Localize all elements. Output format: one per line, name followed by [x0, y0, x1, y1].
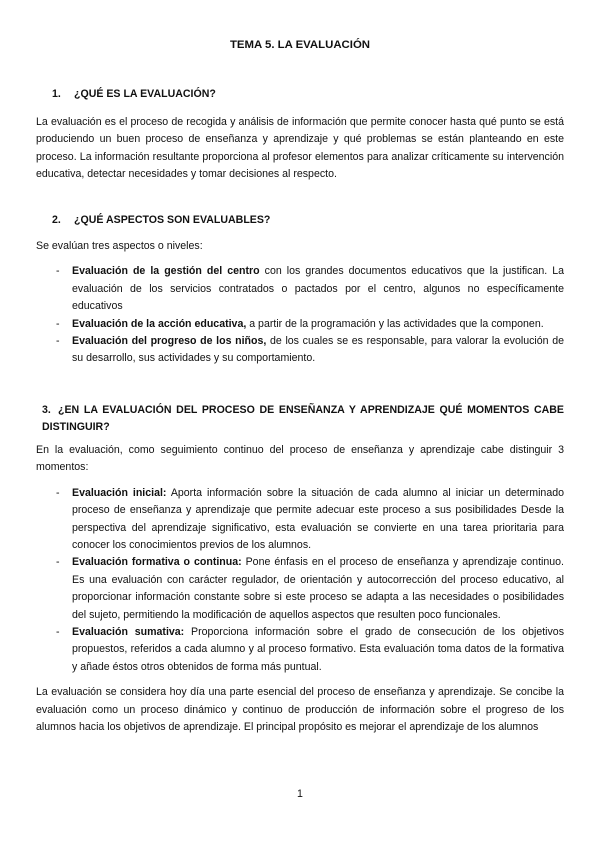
list-item-text: Proporciona información sobre el grado de consecución de los objetivos propuestos, referidos a cada alumno y al proceso formativo. Esta evaluación toma datos de la formativa y añade éstos otros obtenidos de forma más puntual. [72, 626, 564, 673]
section-1-body [36, 114, 564, 184]
list-item [36, 624, 564, 676]
bullet-dash: - [56, 486, 60, 499]
list-item-bold: Evaluación del progreso de los niños, [72, 335, 267, 348]
list-item-bold: Evaluación sumativa: [72, 626, 185, 639]
section-3-heading-text: ¿EN LA EVALUACIÓN DEL PROCESO DE ENSEÑANZA Y APRENDIZAJE QUÉ MOMENTOS CABE DISTINGUIR? [42, 404, 564, 434]
section-2-intro: Se evalúan tres aspectos o niveles: [36, 240, 203, 252]
section-1-heading [52, 86, 580, 103]
section-1 [36, 86, 580, 103]
section-3-heading [36, 402, 564, 437]
bullet-dash: - [56, 265, 60, 278]
section-3-list [36, 485, 564, 676]
list-item-text: de los cuales se es responsable, para valorar la evolución de su desarrollo, sus actividades y su comportamiento. [72, 335, 564, 365]
section-3 [36, 402, 564, 437]
list-item [36, 333, 564, 368]
list-item-text: Aporta información sobre la situación de cada alumno al iniciar un determinado proceso de enseñanza y aprendizaje que permite adecuar este proceso a sus posibilidades Desde la perspectiva del aprendizaje significativo, esta evaluación se convierte en una tarea prioritaria para conocer los conocimientos previos de los alumnos. [72, 486, 564, 552]
list-item [36, 316, 564, 333]
section-3-number: 3. [42, 404, 51, 416]
section-2-number: 2. [52, 214, 61, 226]
bullet-dash: - [56, 317, 60, 330]
section-3-closing: La evaluación se considera hoy día una parte esencial del proceso de enseñanza y aprendizaje. Se concibe la evaluación como un proceso dinámico y continuo de producción de información sobre el progreso de los alumnos hacia los objetivos de aprendizaje. El principal propósito es mejorar el aprendizaje de los alumnos [36, 686, 564, 734]
document-title: TEMA 5. LA EVALUACIÓN [229, 39, 371, 51]
bullet-dash: - [56, 335, 60, 348]
list-item [36, 554, 564, 624]
section-3-body [36, 442, 564, 737]
list-item-bold: Evaluación de la gestión del centro [72, 265, 260, 278]
section-2-heading-text: ¿QUÉ ASPECTOS SON EVALUABLES? [74, 214, 271, 226]
section-2 [36, 212, 580, 229]
list-item-bold: Evaluación inicial: [72, 486, 167, 499]
page-number: 1 [297, 788, 303, 800]
bullet-dash: - [56, 556, 60, 569]
section-2-list [36, 263, 564, 367]
section-1-heading-text: ¿QUÉ ES LA EVALUACIÓN? [74, 88, 216, 100]
list-item-text: Pone énfasis en el proceso de enseñanza y aprendizaje continuo. Es una evaluación con carácter regulador, de orientación y autocorrección del proceso educativo, al proporcionar información constante sobre si este proceso se adapta a las necesidades o posibilidades del sujeto, permitiendo la modificación de aquellos aspectos que resulten poco funcionales. [72, 556, 564, 621]
section-1-paragraph: La evaluación es el proceso de recogida y análisis de información que permite conocer hasta qué punto se está produciendo un buen proceso de enseñanza y aprendizaje y qué problemas se están planteando en este proceso. La información resultante proporciona al profesor elementos para analizar críticamente su intervención educativa, detectar necesidades y tomar decisiones al respecto. [36, 116, 564, 181]
list-item [36, 263, 564, 315]
section-3-intro: En la evaluación, como seguimiento continuo del proceso de enseñanza y aprendizaje cabe distinguir 3 momentos: [36, 444, 564, 474]
section-1-number: 1. [52, 88, 61, 100]
list-item [36, 485, 564, 555]
section-2-body [36, 238, 564, 368]
section-2-heading [52, 212, 580, 229]
list-item-bold: Evaluación formativa o continua: [72, 556, 242, 569]
list-item-text: con los grandes documentos educativos que la justifican. La evaluación de los servicios contratados o pactados por el centro, algunos no específicamente educativos [72, 265, 564, 313]
list-item-bold: Evaluación de la acción educativa, [72, 317, 247, 330]
list-item-text: a partir de la programación y las actividades que la componen. [246, 317, 544, 330]
bullet-dash: - [56, 626, 60, 639]
